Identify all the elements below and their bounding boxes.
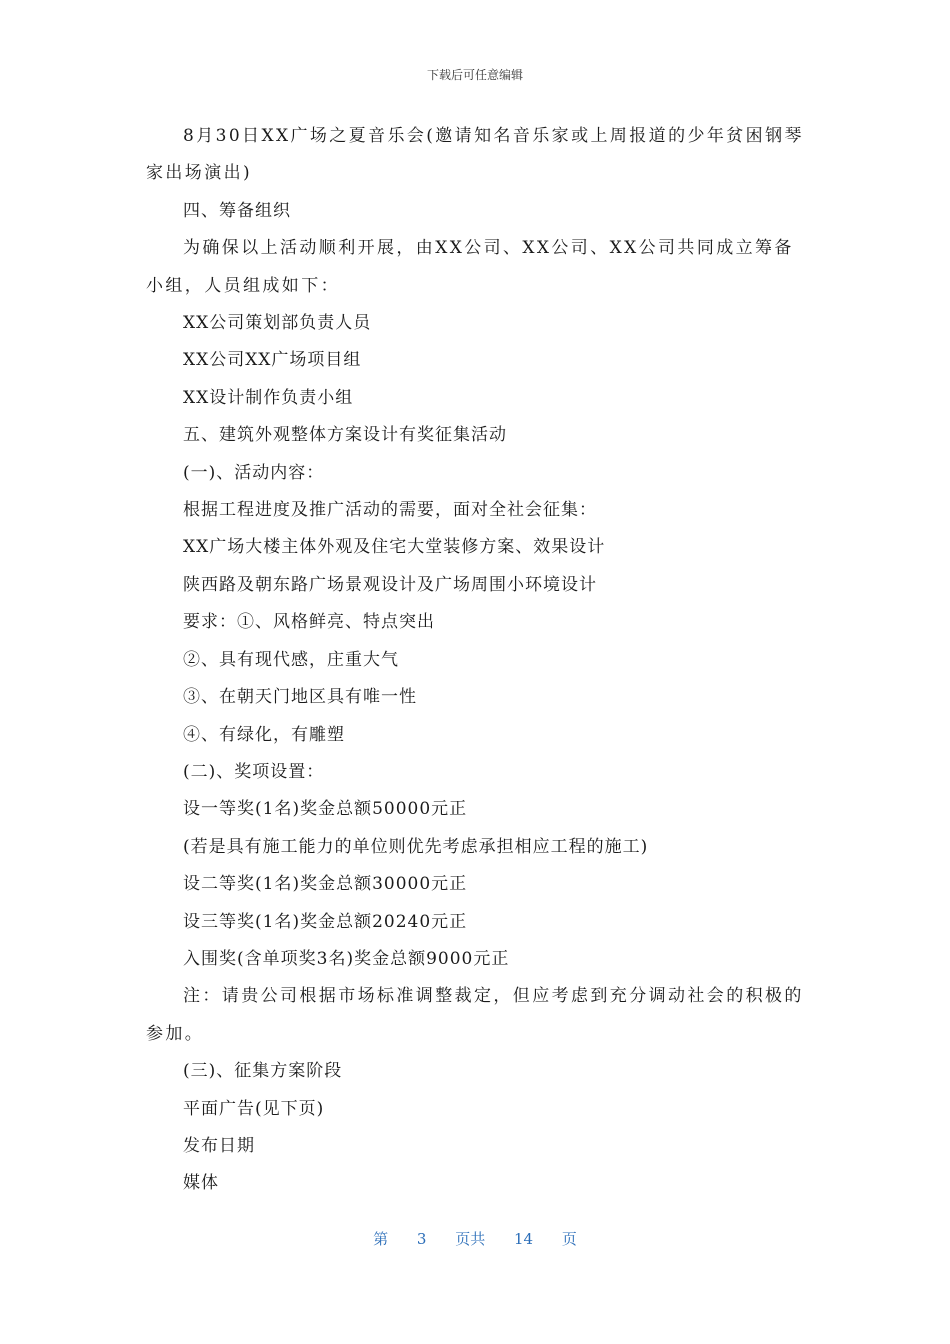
paragraph: ④、有绿化，有雕塑 <box>183 724 345 745</box>
paragraph: XX公司策划部负责人员 <box>183 313 372 334</box>
paragraph: 五、建筑外观整体方案设计有奖征集活动 <box>183 425 507 446</box>
paragraph: (二)、奖项设置： <box>183 761 325 782</box>
paragraph: XX公司XX广场项目组 <box>183 350 362 371</box>
page-header: 下载后可任意编辑 <box>426 68 523 82</box>
paragraph: XX广场大楼主体外观及住宅大堂装修方案、效果设计 <box>183 537 606 558</box>
footer-page-suffix: 页 <box>561 1230 577 1248</box>
paragraph: ③、在朝天门地区具有唯一性 <box>183 687 417 708</box>
paragraph: 发布日期 <box>183 1135 255 1156</box>
page-footer <box>0 1228 950 1249</box>
paragraph: 注：请贵公司根据市场标准调整裁定，但应考虑到充分调动社会的积极的参加。 <box>146 986 804 1044</box>
paragraph: 媒体 <box>183 1173 219 1194</box>
paragraph: 8月30日XX广场之夏音乐会(邀请知名音乐家或上周报道的少年贫困钢琴家出场演出) <box>146 126 804 184</box>
paragraph: 入围奖(含单项奖3名)奖金总额9000元正 <box>183 948 510 969</box>
paragraph: 要求：①、风格鲜亮、特点突出 <box>183 612 435 633</box>
footer-page-number: 3 <box>416 1230 427 1248</box>
paragraph: 设二等奖(1名)奖金总额30000元正 <box>183 874 468 895</box>
paragraph: 根据工程进度及推广活动的需要，面对全社会征集： <box>183 500 597 521</box>
paragraph: (若是具有施工能力的单位则优先考虑承担相应工程的施工) <box>183 836 649 857</box>
paragraph: ②、具有现代感，庄重大气 <box>183 649 399 670</box>
paragraph: XX设计制作负责小组 <box>183 387 354 408</box>
footer-page-of-label: 页共 <box>455 1230 486 1248</box>
paragraph: (三)、征集方案阶段 <box>183 1061 343 1082</box>
paragraph: 四、筹备组织 <box>183 200 291 221</box>
paragraph: 设三等奖(1名)奖金总额20240元正 <box>183 911 468 932</box>
paragraph: 陕西路及朝东路广场景观设计及广场周围小环境设计 <box>183 574 597 595</box>
footer-page-label: 第 <box>373 1230 389 1248</box>
paragraph: (一)、活动内容： <box>183 462 325 483</box>
footer-total-pages: 14 <box>514 1230 534 1248</box>
paragraph: 为确保以上活动顺利开展，由XX公司、XX公司、XX公司共同成立筹备小组，人员组成如下： <box>146 238 794 296</box>
paragraph: 设一等奖(1名)奖金总额50000元正 <box>183 799 468 820</box>
paragraph: 平面广告(见下页) <box>183 1098 325 1119</box>
document-body <box>146 118 806 1203</box>
